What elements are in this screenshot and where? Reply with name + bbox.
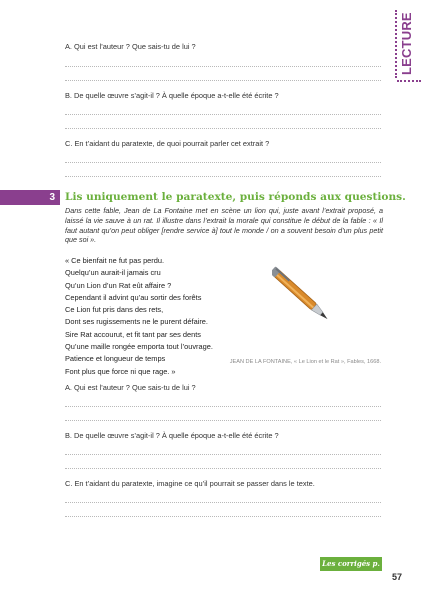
pen-icon (272, 262, 334, 332)
poem-line: Font plus que force ni que rage. » (65, 366, 176, 376)
question-c: C. En t’aidant du paratexte, imagine ce qu’il pourrait se passer dans le texte. (65, 479, 315, 488)
answer-line[interactable] (65, 468, 381, 469)
top-question-a: A. Qui est l’auteur ? Que sais-tu de lui ? (65, 42, 196, 51)
answer-line[interactable] (65, 516, 381, 517)
poem-line: Qu’un Lion d’un Rat eût affaire ? (65, 280, 172, 290)
answer-line[interactable] (65, 454, 381, 455)
answer-line[interactable] (65, 128, 381, 129)
answer-line[interactable] (65, 80, 381, 81)
exercise-title: Lis uniquement le paratexte, puis réponds aux questions. (65, 191, 406, 203)
question-b: B. De quelle œuvre s’agit-il ? À quelle époque a-t-elle été écrite ? (65, 431, 279, 440)
poem-line: Ce Lion fut pris dans des rets, (65, 305, 164, 315)
exercise-intro: Dans cette fable, Jean de La Fontaine met en scène un lion qui, juste avant l’extrait proposé, a laissé la vie sauve à un rat. Il illustre dans l’extrait la morale qui constitue le début de la fable : « Il faut autant qu’on peut obliger [rendre service à] tout le monde / on a souvent besoin d’un plus petit que soi ». (65, 206, 383, 245)
poem-line: Quelqu’un aurait-il jamais cru (65, 268, 161, 278)
poem-line: Patience et longueur de temps (65, 354, 166, 364)
top-question-c: C. En t’aidant du paratexte, de quoi pourrait parler cet extrait ? (65, 139, 270, 148)
page-number: 57 (392, 572, 403, 582)
exercise-number: 3 (0, 190, 60, 205)
answer-line[interactable] (65, 420, 381, 421)
poem-line: Cependant il advint qu’au sortir des forêts (65, 292, 202, 302)
answer-line[interactable] (65, 66, 381, 67)
section-tab (395, 10, 421, 78)
source-citation: JEAN DE LA FONTAINE, « Le Lion et le Rat », Fables, 1668. (229, 359, 381, 365)
poem-excerpt (65, 255, 213, 378)
section-tab-label: LECTURE (399, 12, 414, 76)
poem-line: « Ce bienfait ne fut pas perdu. (65, 256, 165, 265)
corrections-badge[interactable]: Les corrigés p. 13 (320, 557, 382, 571)
section-tab-dots (397, 80, 421, 82)
question-a: A. Qui est l’auteur ? Que sais-tu de lui ? (65, 383, 196, 392)
top-question-b: B. De quelle œuvre s’agit-il ? À quelle époque a-t-elle été écrite ? (65, 91, 279, 100)
answer-line[interactable] (65, 176, 381, 177)
poem-line: Qu’une maille rongée emporta tout l’ouvrage. (65, 342, 213, 352)
answer-line[interactable] (65, 162, 381, 163)
answer-line[interactable] (65, 502, 381, 503)
answer-line[interactable] (65, 114, 381, 115)
poem-line: Dont ses rugissements ne le purent défaire. (65, 317, 208, 327)
poem-line: Sire Rat accourut, et fit tant par ses dents (65, 329, 201, 339)
answer-line[interactable] (65, 406, 381, 407)
